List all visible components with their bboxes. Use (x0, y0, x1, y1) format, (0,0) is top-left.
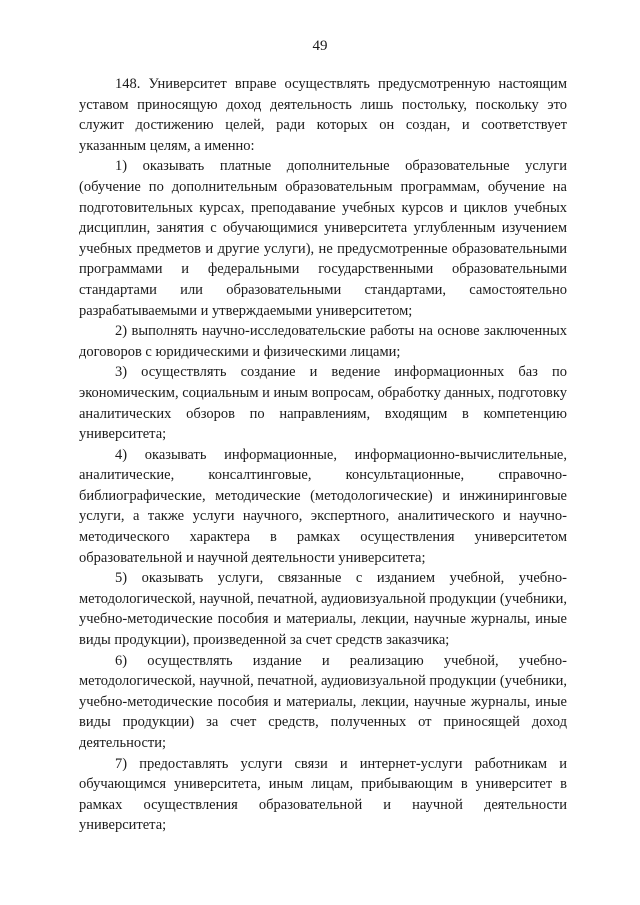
list-item-1: 1) оказывать платные дополнительные образовательные услуги (обучение по дополнительным образовательным программам, обучение на подготовительных курсах, преподавание учебных курсов и циклов учебных дисциплин, занятия с обучающимися университета углубленным изучением учебных предметов и другие услуги), не предусмотренные образовательными программами и федеральными государственными образовательными стандартами или образовательными стандартами, самостоятельно разрабатываемыми и утверждаемыми университетом; (79, 158, 567, 319)
page-number: 49 (312, 38, 328, 54)
document-body (79, 74, 567, 836)
list-item-3: 3) осуществлять создание и ведение информационных баз по экономическим, социальным и иным вопросам, обработку данных, подготовку аналитических обзоров по направлениям, входящим в компетенцию университета; (79, 364, 567, 443)
list-item-6: 6) осуществлять издание и реализацию учебной, учебно-методологической, научной, печатной, аудиовизуальной продукции (учебники, учебно-методические пособия и материалы, лекции, научные журналы, иные виды продукции) за счет средств, полученных от приносящей доход деятельности; (79, 652, 567, 751)
list-item-2: 2) выполнять научно-исследовательские работы на основе заключенных договоров с юридическими и физическими лицами; (79, 323, 567, 360)
list-item-5: 5) оказывать услуги, связанные с изданием учебной, учебно-методологической, научной, печатной, аудиовизуальной продукции (учебники, учебно-методические пособия и материалы, лекции, научные журналы, иные виды продукции), произведенной за счет средств заказчика; (79, 570, 567, 649)
list-item-7: 7) предоставлять услуги связи и интернет-услуги работникам и обучающимся университета, иным лицам, прибывающим в университет в рамках осуществления образовательной и научной деятельности университета; (79, 755, 567, 834)
paragraph-148: 148. Университет вправе осуществлять предусмотренную настоящим уставом приносящую доход деятельность лишь постольку, поскольку это служит достижению целей, ради которых он создан, и соответствует указанным целям, а именно: (79, 76, 567, 154)
list-item-4: 4) оказывать информационные, информационно-вычислительные, аналитические, консалтинговые, консультационные, справочно-библиографические, методические (методологические) и инжиниринговые услуги, а также услуги научного, экспертного, аналитического и научно-методического характера в рамках осуществления университетом образовательной и научной деятельности университета; (79, 446, 567, 566)
